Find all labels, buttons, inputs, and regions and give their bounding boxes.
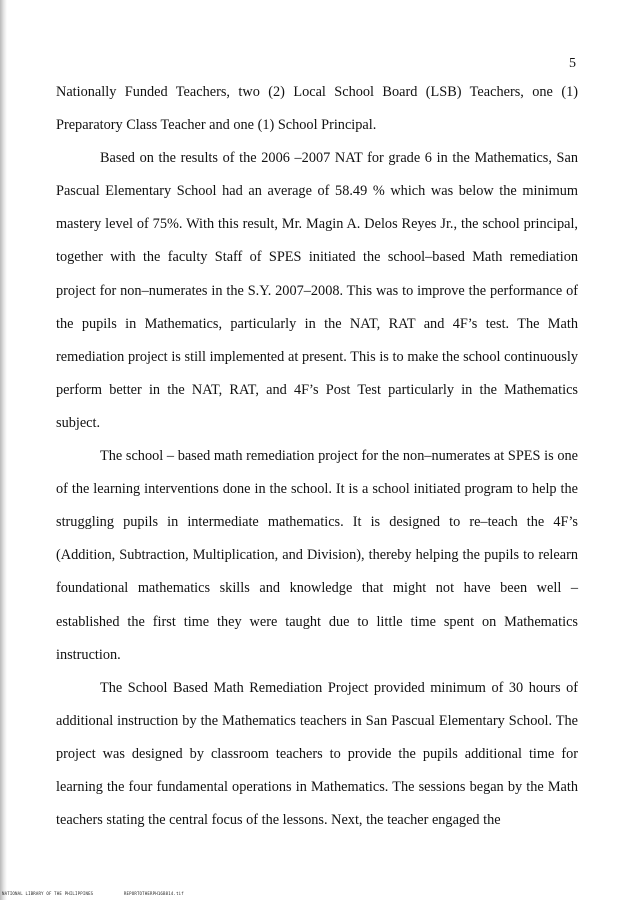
scan-footer (2, 891, 212, 896)
footer-code: REPORTOTHERPH16B814.tif (123, 891, 184, 896)
paragraph-nat-results: Based on the results of the 2006 –2007 NAT for grade 6 in the Mathematics, San Pascual Elementary School had an average of 58.49 % which was below the minimum mastery level of 75%. With this result, Mr. Magin A. Delos Reyes Jr., the school principal, together with the faculty Staff of SPES initiated the school–based Math remediation project for non–numerates in the S.Y. 2007–2008. This was to improve the performance of the pupils in Mathematics, particularly in the NAT, RAT and 4F’s test. The Math remediation project is still implemented at present. This is to make the school continuously perform better in the NAT, RAT, and 4F’s Post Test particularly in the Mathematics subject. (56, 150, 578, 431)
footer-library: NATIONAL LIBRARY OF THE PHILIPPINES (2, 891, 94, 896)
paragraph-additional-instruction: The School Based Math Remediation Project provided minimum of 30 hours of additional instruction by the Mathematics teachers in San Pascual Elementary School. The project was designed by classroom teachers to provide the pupils additional time for learning the four fundamental operations in Mathematics. The sessions began by the Math teachers stating the central focus of the lessons. Next, the teacher engaged the (56, 679, 578, 829)
scan-edge-shadow (0, 0, 7, 900)
paragraph-remediation-project: The school – based math remediation project for the non–numerates at SPES is one of the learning interventions done in the school. It is a school initiated program to help the struggling pupils in intermediate mathematics. It is designed to re–teach the 4F’s (Addition, Subtraction, Multiplication, and Division), thereby helping the pupils to relearn foundational mathematics skills and knowledge that might not have been well – established the first time they were taught due to little time spent on Mathematics instruction. (56, 448, 578, 663)
document-body (56, 76, 578, 837)
paragraph-continuation: Nationally Funded Teachers, two (2) Local School Board (LSB) Teachers, one (1) Preparatory Class Teacher and one (1) School Principal. (56, 84, 578, 134)
page-number: 5 (569, 56, 576, 71)
